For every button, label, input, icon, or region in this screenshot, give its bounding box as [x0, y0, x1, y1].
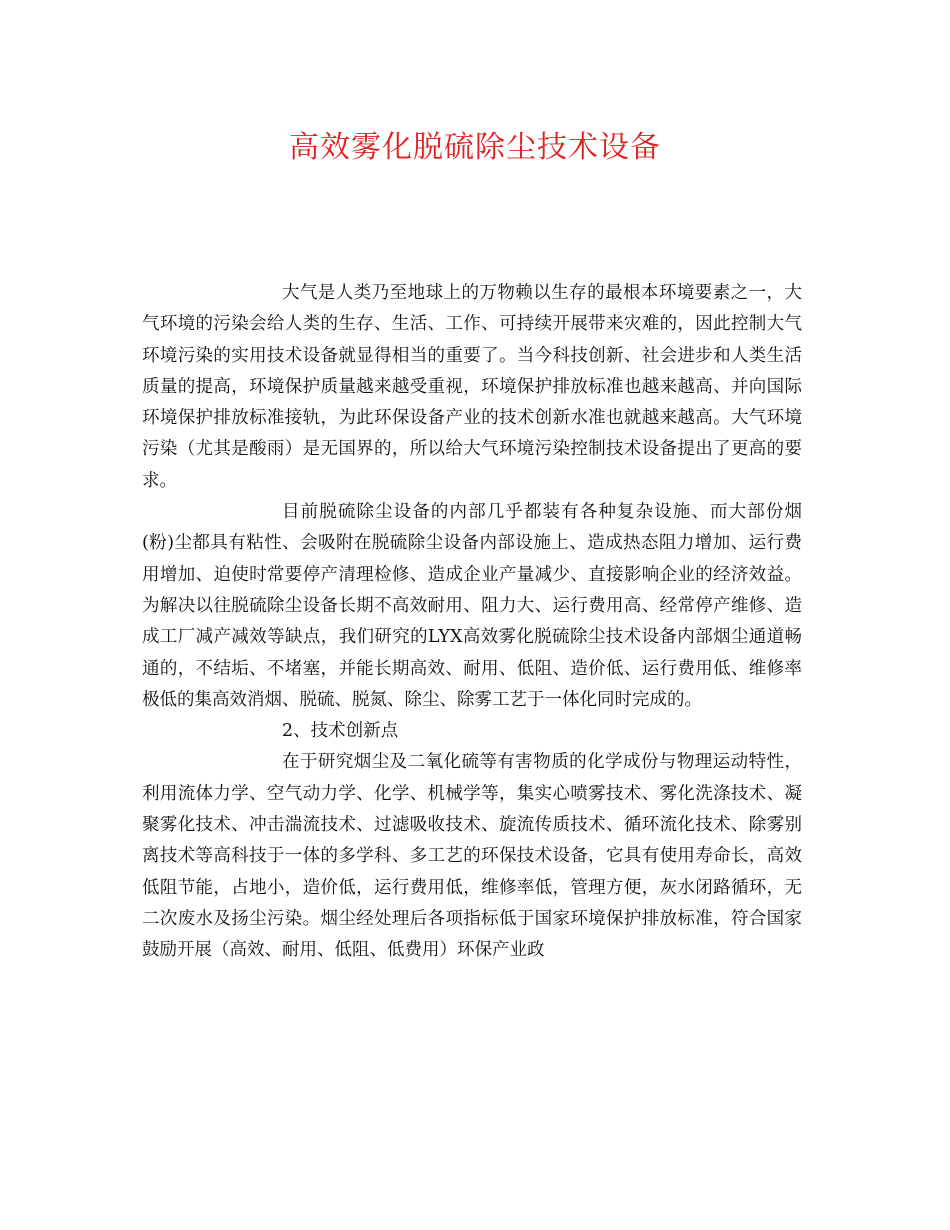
paragraph-innovation: 在于研究烟尘及二氧化硫等有害物质的化学成份与物理运动特性，利用流体力学、空气动力学、化学、机械学等，集实心喷雾技术、雾化洗涤技术、凝聚雾化技术、冲击湍流技术、过滤吸收技术、旋流传质技术、循环流化技术、除雾别离技术等高科技于一体的多学科、多工艺的环保技术设备，它具有使用寿命长，高效低阻节能，占地小，造价低，运行费用低，维修率低，管理方便，灰水闭路循环，无二次废水及扬尘污染。烟尘经处理后各项指标低于国家环境保护排放标准，符合国家鼓励开展（高效、耐用、低阻、低费用）环保产业政	[142, 752, 802, 961]
section-heading-innovation: 2、技术创新点	[282, 721, 399, 742]
document-body	[142, 278, 802, 967]
paragraph-intro: 大气是人类乃至地球上的万物赖以生存的最根本环境要素之一，大气环境的污染会给人类的生存、生活、工作、可持续开展带来灾难的，因此控制大气环境污染的实用技术设备就显得相当的重要了。当今科技创新、社会进步和人类生活质量的提高，环境保护质量越来越受重视，环境保护排放标准也越来越高、并向国际环境保护排放标准接轨，为此环保设备产业的技术创新水准也就越来越高。大气环境污染（尤其是酸雨）是无国界的，所以给大气环境污染控制技术设备提出了更高的要求。	[142, 283, 802, 491]
document-title: 高效雾化脱硫除尘技术设备	[289, 130, 661, 165]
paragraph-current-issues: 目前脱硫除尘设备的内部几乎都装有各种复杂设施、而大部份烟(粉)尘都具有粘性、会吸附在脱硫除尘设备内部设施上、造成热态阻力增加、运行费用增加、迫使时常要停产清理检修、造成企业产量减少、直接影响企业的经济效益。为解决以往脱硫除尘设备长期不高效耐用、阻力大、运行费用高、经常停产维修、造成工厂减产减效等缺点，我们研究的LYX高效雾化脱硫除尘技术设备内部烟尘通道畅通的，不结垢、不堵塞，并能长期高效、耐用、低阻、造价低、运行费用低、维修率极低的集高效消烟、脱硫、脱氮、除尘、除雾工艺于一体化同时完成的。	[142, 502, 802, 710]
